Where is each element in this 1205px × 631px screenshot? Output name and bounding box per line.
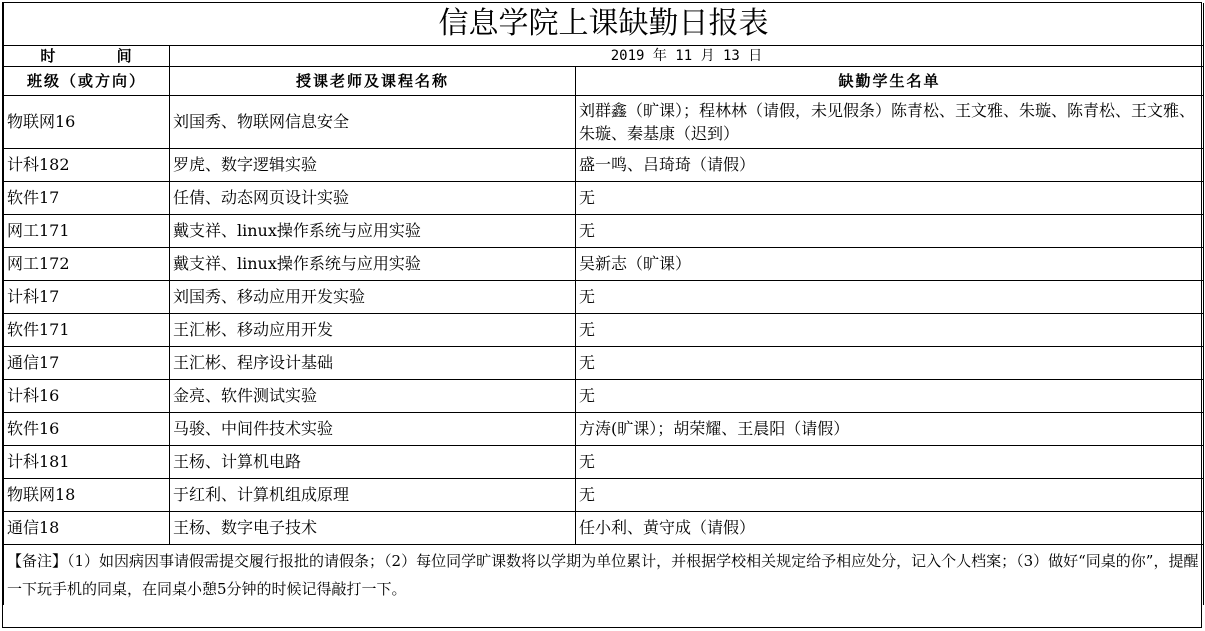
teacher-course-cell: 王汇彬、程序设计基础 — [170, 347, 576, 380]
header-teacher-course: 授课老师及课程名称 — [170, 67, 576, 96]
teacher-course-cell: 戴支祥、linux操作系统与应用实验 — [170, 215, 576, 248]
header-absent-students: 缺勤学生名单 — [576, 67, 1204, 96]
absent-list-cell: 盛一鸣、吕琦琦（请假） — [576, 149, 1204, 182]
teacher-course-cell: 于红利、计算机组成原理 — [170, 479, 576, 512]
class-cell: 物联网18 — [4, 479, 170, 512]
teacher-course-cell: 王杨、计算机电路 — [170, 446, 576, 479]
table-row — [4, 281, 1204, 314]
table-row — [4, 96, 1204, 149]
absent-list-cell: 刘群鑫（旷课）；程林林（请假，未见假条）陈青松、王文雅、朱璇、陈青松、王文雅、朱璇、秦基康（迟到） — [576, 96, 1204, 149]
absent-list-cell: 无 — [576, 182, 1204, 215]
teacher-course-cell: 刘国秀、移动应用开发实验 — [170, 281, 576, 314]
table-row — [4, 149, 1204, 182]
class-cell: 软件17 — [4, 182, 170, 215]
class-cell: 计科181 — [4, 446, 170, 479]
table-row — [4, 314, 1204, 347]
time-label: 时 间 — [4, 46, 170, 67]
absent-list-cell: 方涛(旷课）；胡荣耀、王晨阳（请假） — [576, 413, 1204, 446]
table-row — [4, 215, 1204, 248]
teacher-course-cell: 王汇彬、移动应用开发 — [170, 314, 576, 347]
table-row — [4, 446, 1204, 479]
absence-report-table — [3, 3, 1204, 605]
report-title: 信息学院上课缺勤日报表 — [4, 3, 1204, 46]
absent-list-cell: 无 — [576, 281, 1204, 314]
table-row — [4, 347, 1204, 380]
absent-list-cell: 无 — [576, 446, 1204, 479]
class-cell: 软件16 — [4, 413, 170, 446]
absent-list-cell: 任小利、黄守成（请假） — [576, 512, 1204, 545]
table-row — [4, 248, 1204, 281]
report-date: 2019 年 11 月 13 日 — [170, 46, 1204, 67]
table-row — [4, 413, 1204, 446]
teacher-course-cell: 刘国秀、物联网信息安全 — [170, 96, 576, 149]
table-row — [4, 512, 1204, 545]
absent-list-cell: 无 — [576, 380, 1204, 413]
remarks-note: 【备注】（1）如因病因事请假需提交履行报批的请假条；（2）每位同学旷课数将以学期为单位累计，并根据学校相关规定给予相应处分，记入个人档案；（3）做好“同桌的你”，提醒一下玩手机的同桌，在同桌小憩5分钟的时候记得敲打一下。 — [4, 545, 1204, 606]
class-cell: 计科17 — [4, 281, 170, 314]
teacher-course-cell: 马骏、中间件技术实验 — [170, 413, 576, 446]
teacher-course-cell: 戴支祥、linux操作系统与应用实验 — [170, 248, 576, 281]
teacher-course-cell: 罗虎、数字逻辑实验 — [170, 149, 576, 182]
class-cell: 计科16 — [4, 380, 170, 413]
class-cell: 网工171 — [4, 215, 170, 248]
class-cell: 网工172 — [4, 248, 170, 281]
table-row — [4, 182, 1204, 215]
absent-list-cell: 无 — [576, 314, 1204, 347]
table-row — [4, 479, 1204, 512]
class-cell: 计科182 — [4, 149, 170, 182]
teacher-course-cell: 金亮、软件测试实验 — [170, 380, 576, 413]
absent-list-cell: 吴新志（旷课） — [576, 248, 1204, 281]
class-cell: 物联网16 — [4, 96, 170, 149]
absence-report-sheet — [2, 2, 1202, 628]
table-row — [4, 380, 1204, 413]
header-class: 班级（或方向） — [4, 67, 170, 96]
absent-list-cell: 无 — [576, 215, 1204, 248]
class-cell: 通信18 — [4, 512, 170, 545]
teacher-course-cell: 任倩、动态网页设计实验 — [170, 182, 576, 215]
teacher-course-cell: 王杨、数字电子技术 — [170, 512, 576, 545]
absent-list-cell: 无 — [576, 347, 1204, 380]
class-cell: 软件171 — [4, 314, 170, 347]
class-cell: 通信17 — [4, 347, 170, 380]
absent-list-cell: 无 — [576, 479, 1204, 512]
